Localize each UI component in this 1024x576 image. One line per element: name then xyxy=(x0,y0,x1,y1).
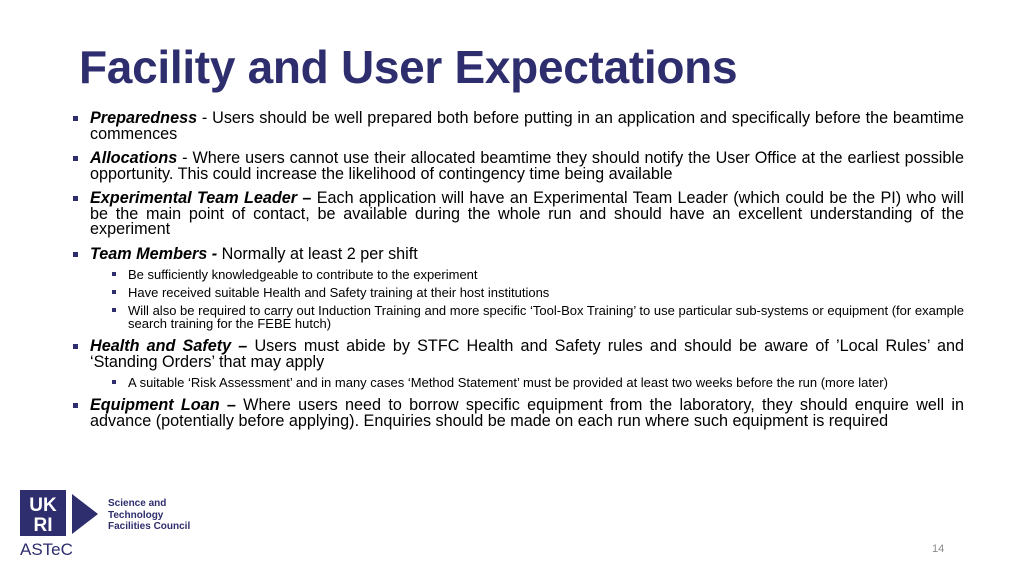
org-name-line: Science and xyxy=(108,498,167,509)
page-number: 14 xyxy=(932,543,945,555)
org-name-line: Technology xyxy=(108,509,164,521)
bullet-allocations xyxy=(72,151,964,182)
ukri-logo xyxy=(20,490,100,536)
bullet-preparedness xyxy=(72,111,964,142)
sub-bullet-list xyxy=(90,268,964,330)
bullet-team-leader xyxy=(72,191,964,238)
bullet-lead: Equipment Loan – xyxy=(90,396,236,414)
page-title: Facility and User Expectations xyxy=(79,41,738,93)
bullet-text: - Users should be well prepared both before putting in an application and specifically before the beamtime commences xyxy=(90,109,964,143)
bullet-lead: Preparedness xyxy=(90,109,198,127)
sub-bullet: Will also be required to carry out Induction Training and more specific ‘Tool-Box Training’ to use particular sub-systems or equipment (for example search training for the FEBE hutch) xyxy=(72,304,964,330)
bullet-text: Normally at least 2 per shift xyxy=(217,244,418,263)
sub-bullet: Have received suitable Health and Safety training at their host institutions xyxy=(72,286,964,299)
bullet-lead: Team Members - xyxy=(90,244,218,263)
org-name xyxy=(108,498,190,533)
bullet-team-members xyxy=(72,244,964,331)
bullet-text: Where users need to borrow specific equipment from the laboratory, they should enquire well in advance (potentially before applying). Enquiries should be made on each run where such equipment is required xyxy=(90,396,964,430)
sub-bullet: Be sufficiently knowledgeable to contribute to the experiment xyxy=(72,268,964,281)
bullet-text: - Where users cannot use their allocated beamtime they should notify the User Office at the earliest possible opportunity. This could increase the likelihood of contingency time being available xyxy=(90,149,964,183)
bullet-lead: Allocations xyxy=(90,149,178,167)
bullet-lead: Health and Safety – xyxy=(90,337,248,355)
ukri-logo-arrow xyxy=(72,494,98,534)
ukri-logo-text-top: UK xyxy=(29,495,57,516)
ukri-logo-text-bottom: RI xyxy=(33,515,53,536)
sub-bullet-list xyxy=(90,376,964,389)
sub-bullet: A suitable ‘Risk Assessment’ and in many cases ‘Method Statement’ must be provided at least two weeks before the run (more later) xyxy=(72,376,964,389)
bullet-lead: Experimental Team Leader – xyxy=(90,189,312,207)
org-name-line: Facilities Council xyxy=(108,521,191,532)
bullet-equipment-loan xyxy=(72,398,964,429)
bullet-text: Users must abide by STFC Health and Safety rules and should be aware of ’Local Rules’ and ‘Standing Orders’ that may apply xyxy=(90,337,964,371)
astec-label: ASTeC xyxy=(20,540,73,559)
bullet-text: Each application will have an Experimental Team Leader (which could be the PI) who will be the main point of contact, be available during the whole run and should have an excellent understanding of the experiment xyxy=(90,189,964,238)
bullet-health-safety xyxy=(72,339,964,389)
bullet-list xyxy=(72,111,964,438)
